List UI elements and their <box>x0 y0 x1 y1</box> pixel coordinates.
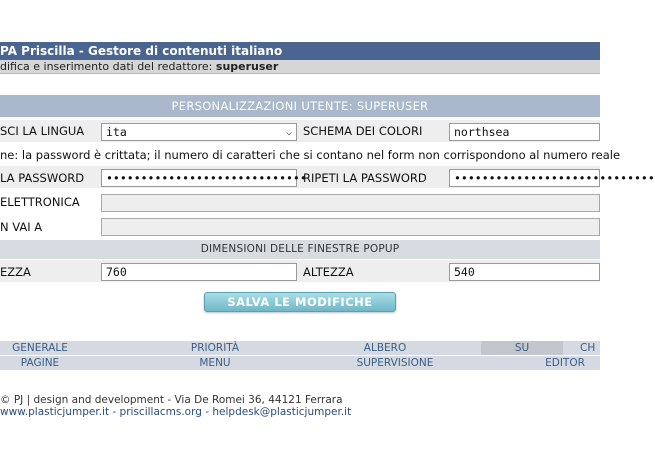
password-note-row <box>0 143 621 166</box>
language-value: ita <box>106 125 127 139</box>
goto-input[interactable] <box>101 218 600 236</box>
nav-supervisione[interactable]: SUPERVISIONE <box>356 357 434 369</box>
nav-su[interactable]: SU <box>481 341 563 355</box>
nav-row-1 <box>0 341 600 355</box>
nav-editor[interactable]: EDITOR <box>545 357 585 369</box>
popup-height-input[interactable] <box>449 263 600 281</box>
goto-label: N VAI A <box>0 220 43 234</box>
editor-subtitle-bar <box>0 60 600 74</box>
repeat-password-value: ••••••••••••••••••••••••••••• <box>454 171 655 185</box>
password-row <box>0 166 655 189</box>
password-value: ••••••••••••••••••••••••••••• <box>106 171 307 185</box>
password-label: LA PASSWORD <box>0 171 85 185</box>
nav-albero[interactable]: ALBERO <box>363 342 407 354</box>
nav-row-2 <box>0 356 600 370</box>
popup-height-value: 540 <box>454 265 475 279</box>
nav-generale[interactable]: GENERALE <box>12 342 68 354</box>
language-select[interactable] <box>101 123 297 141</box>
email-row <box>0 190 600 214</box>
goto-row <box>0 214 600 239</box>
app-title-bar <box>0 42 600 60</box>
color-scheme-label: SCHEMA DEI COLORI <box>303 124 423 138</box>
subtitle-prefix: difica e inserimento dati del redattore: <box>0 60 213 73</box>
color-scheme-value: northsea <box>454 125 510 139</box>
footer-credits: © PJ | design and development - Via De Romei 36, 44121 Ferrara <box>0 394 343 406</box>
subtitle-user: superuser <box>215 60 279 73</box>
footer-links[interactable]: www.plasticjumper.it - priscillacms.org - helpdesk@plasticjumper.it <box>0 406 352 418</box>
panel-heading-user: SUPERUSER <box>356 99 429 113</box>
repeat-password-label: RIPETI LA PASSWORD <box>303 171 427 185</box>
popup-width-label: EZZA <box>0 265 31 279</box>
email-input[interactable] <box>101 194 600 212</box>
popup-width-input[interactable] <box>101 263 297 281</box>
email-label: ELETTRONICA <box>0 195 80 209</box>
popup-size-row <box>0 260 600 283</box>
app-title: PA Priscilla - Gestore di contenuti italiano <box>0 44 283 58</box>
password-input[interactable] <box>101 169 307 187</box>
popup-heading-text: DIMENSIONI DELLE FINESTRE POPUP <box>200 243 400 255</box>
nav-ch[interactable]: CH <box>580 342 596 354</box>
language-row <box>0 120 600 143</box>
popup-height-label: ALTEZZA <box>303 265 354 279</box>
chevron-down-icon: ⌵ <box>285 127 292 138</box>
popup-width-value: 760 <box>106 265 127 279</box>
save-changes-button[interactable]: SALVA LE MODIFICHE <box>204 292 396 312</box>
nav-pagine[interactable]: PAGINE <box>20 357 60 369</box>
repeat-password-input[interactable] <box>449 169 655 187</box>
password-note: ne: la password è crittata; il numero di caratteri che si contano nel form non corrispondono al numero reale <box>0 148 621 162</box>
language-label: SCI LA LINGUA <box>0 124 85 138</box>
panel-heading <box>0 95 600 117</box>
color-scheme-field[interactable] <box>449 123 600 141</box>
nav-priorita[interactable]: PRIORITÀ <box>190 342 240 354</box>
panel-heading-text: PERSONALIZZAZIONI UTENTE: <box>171 99 353 113</box>
popup-dimensions-heading <box>0 240 600 259</box>
nav-menu[interactable]: MENU <box>199 357 231 369</box>
